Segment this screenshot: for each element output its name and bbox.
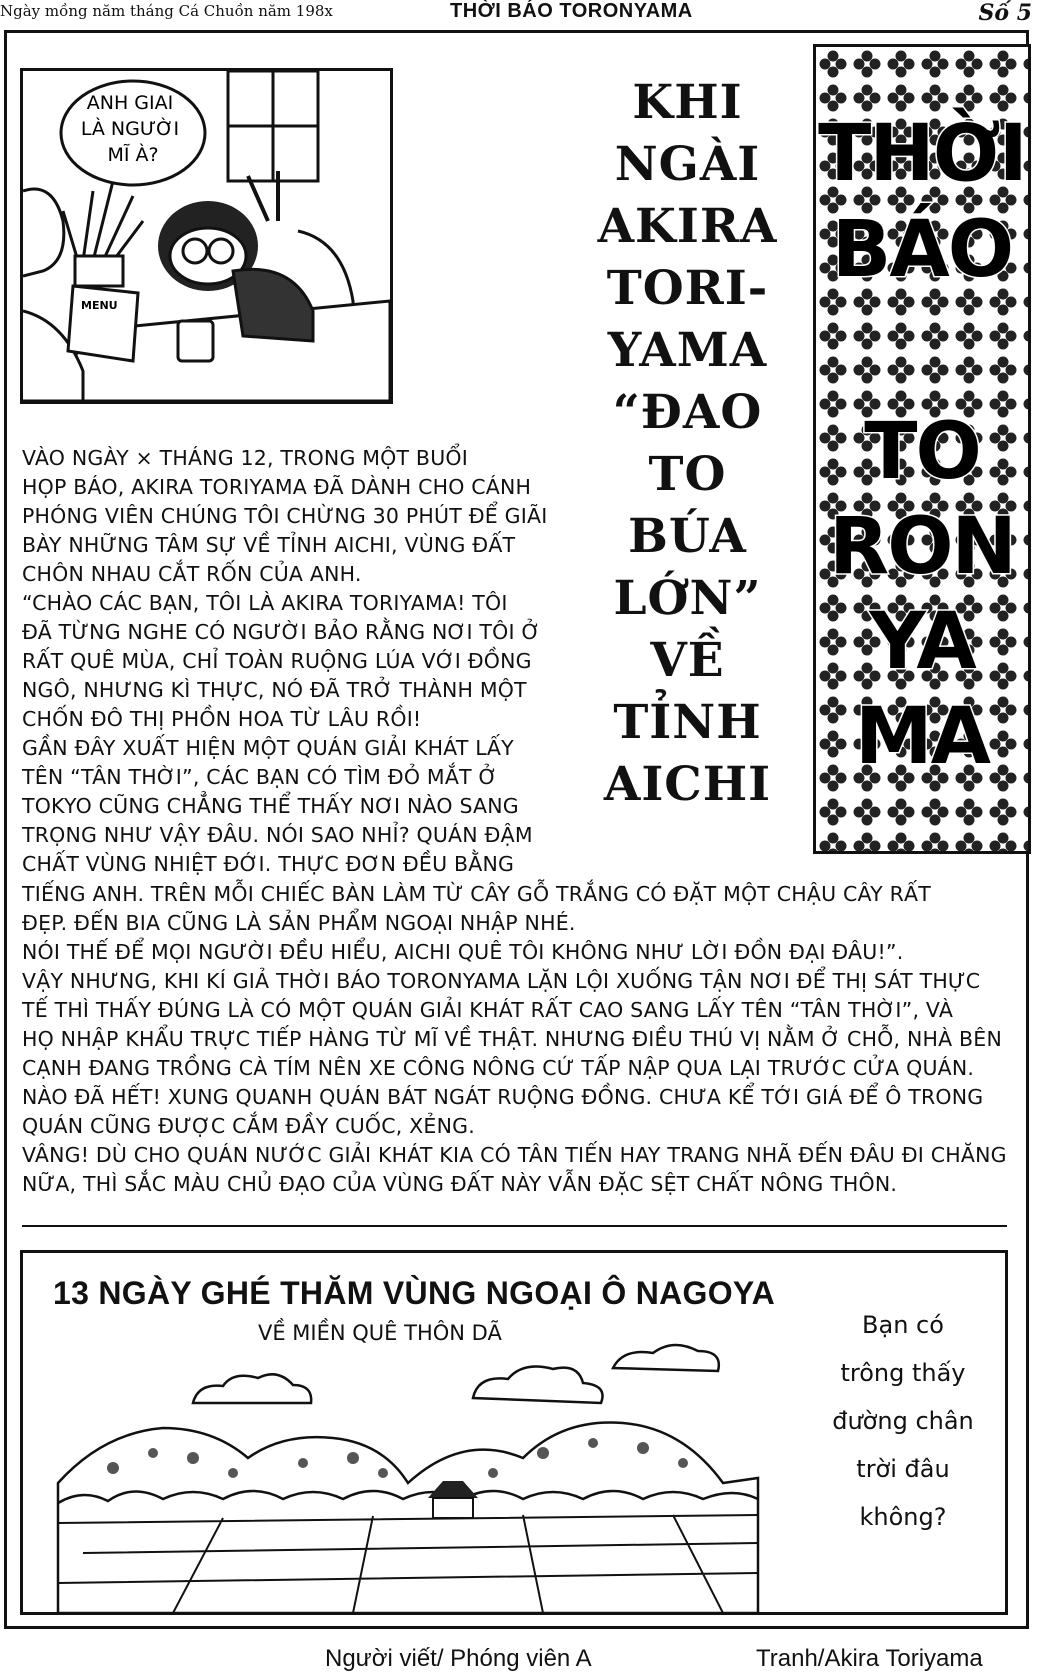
speech-line-3: MĨ À?: [107, 144, 159, 166]
article-line: ĐÃ TỪNG NGHE CÓ NGƯỜI BẢO RẰNG NƠI TÔI Ở: [22, 620, 541, 644]
strip-title: 13 NGÀY GHÉ THĂM VÙNG NGOẠI Ô NAGOYA: [53, 1275, 776, 1311]
article-line: TIẾNG ANH. TRÊN MỖI CHIẾC BÀN LÀM TỪ CÂY GỖ TRẮNG CÓ ĐẶT MỘT CHẬU CÂY RẤT: [22, 882, 931, 906]
masthead-box: [813, 44, 1031, 854]
comic-panel: [20, 68, 393, 404]
article-full-width: [22, 880, 1012, 1199]
article-line: NGÔ, NHƯNG KÌ THỰC, NÓ ĐÃ TRỞ THÀNH MỘT: [22, 678, 527, 702]
headline-line: KHI: [632, 75, 743, 130]
article-line: CẠNH ĐANG TRỒNG CÀ TÍM NÊN XE CÔNG NÔNG CỨ TẤP NẬP QUA LẠI TRƯỚC CỬA QUÁN.: [22, 1056, 975, 1080]
headline-line: BÚA: [628, 509, 747, 564]
article-line: GẦN ĐÂY XUẤT HIỆN MỘT QUÁN GIẢI KHÁT LẤY: [22, 736, 514, 760]
menu-label: MENU: [81, 299, 118, 312]
newspaper-title: THỜI BÁO TORONYAMA: [450, 0, 693, 22]
article-line: HỌ NHẬP KHẨU TRỰC TIẾP HÀNG TỪ MĨ VỀ THẬT. NHƯNG ĐIỀU THÚ VỊ NẰM Ở CHỖ, NHÀ BÊN: [22, 1027, 1002, 1051]
headline: [570, 72, 805, 816]
strip-speech-line: không?: [859, 1503, 947, 1531]
headline-line: LỚN”: [613, 571, 762, 626]
section-divider: [22, 1225, 1007, 1227]
masthead-word: TO: [864, 407, 980, 497]
speech-line-1: ANH GIAI: [86, 92, 174, 114]
headline-line: NGÀI: [614, 137, 761, 192]
masthead-word: BÁO: [831, 205, 1013, 295]
headline-line: “ĐAO: [612, 385, 763, 440]
article-column: [22, 444, 557, 879]
headline-line: VỀ: [650, 633, 725, 688]
headline-line: AKIRA: [597, 199, 778, 254]
article-line: VẬY NHƯNG, KHI KÍ GIẢ THỜI BÁO TORONYAMA LẶN LỘI XUỐNG TẬN NƠI ĐỂ THỊ SÁT THỰC: [22, 969, 981, 993]
article-line: VÀO NGÀY × THÁNG 12, TRONG MỘT BUỔI: [22, 446, 468, 470]
article-line: CHỐN ĐÔ THỊ PHỒN HOA TỪ LÂU RỒI!: [22, 707, 422, 731]
article-line: TOKYO CŨNG CHẲNG THỂ THẤY NƠI NÀO SANG: [22, 794, 519, 818]
article-line: NÀO ĐÃ HẾT! XUNG QUANH QUÁN BÁT NGÁT RUỘNG ĐỒNG. CHƯA KỂ TỚI GIÁ ĐỂ Ô TRONG: [22, 1085, 984, 1109]
masthead-word: YA: [869, 597, 975, 687]
strip-speech-line: trời đâu: [856, 1455, 950, 1483]
headline-line: TO: [648, 447, 727, 502]
article-line: CHẤT VÙNG NHIỆT ĐỚI. THỰC ĐƠN ĐỀU BẰNG: [22, 852, 515, 876]
header-date: Ngày mồng năm tháng Cá Chuồn năm 198x: [0, 2, 333, 20]
article-line: PHÓNG VIÊN CHÚNG TÔI CHỪNG 30 PHÚT ĐỂ GIÃI: [22, 504, 548, 528]
comic-illustration: [23, 71, 390, 401]
article-line: TẾ THÌ THẤY ĐÚNG LÀ CÓ MỘT QUÁN GIẢI KHÁT RẤT CAO SANG LẤY TÊN “TÂN THỜI”, VÀ: [22, 998, 954, 1022]
masthead-word: RON: [829, 502, 1015, 592]
article-line: QUÁN CŨNG ĐƯỢC CẮM ĐẦY CUỐC, XẺNG.: [22, 1114, 475, 1138]
article-line: VÂNG! DÙ CHO QUÁN NƯỚC GIẢI KHÁT KIA CÓ TÂN TIẾN HAY TRANG NHÃ ĐẾN ĐÂU ĐI CHĂNG: [22, 1143, 1007, 1167]
article-line: ĐẸP. ĐẾN BIA CŨNG LÀ SẢN PHẨM NGOẠI NHẬP NHÉ.: [22, 911, 576, 935]
headline-line: TORI-: [606, 261, 769, 316]
article-line: TRỌNG NHƯ VẬY ĐÂU. NÓI SAO NHỈ? QUÁN ĐẬM: [22, 823, 533, 847]
headline-line: YAMA: [607, 323, 768, 378]
headline-line: TỈNH: [613, 695, 762, 750]
article-line: BÀY NHỮNG TÂM SỰ VỀ TỈNH AICHI, VÙNG ĐẤT: [22, 533, 516, 557]
headline-line: AICHI: [603, 757, 772, 812]
speech-line-2: LÀ NGƯỜI: [80, 118, 180, 140]
article-line: HỌP BÁO, AKIRA TORIYAMA ĐÃ DÀNH CHO CÁNH: [22, 475, 532, 499]
article-line: NỮA, THÌ SẮC MÀU CHỦ ĐẠO CỦA VÙNG ĐẤT NÀY VẪN ĐẶC SỆT CHẤT NÔNG THÔN.: [22, 1172, 898, 1196]
strip-subtitle: VỀ MIỀN QUÊ THÔN DÃ: [258, 1321, 502, 1345]
article-line: “CHÀO CÁC BẠN, TÔI LÀ AKIRA TORIYAMA! TÔI: [22, 591, 508, 615]
strip-speech-line: đường chân: [832, 1407, 974, 1435]
article-line: RẤT QUÊ MÙA, CHỈ TOÀN RUỘNG LÚA VỚI ĐỒNG: [22, 649, 532, 673]
article-line: NÓI THẾ ĐỂ MỌI NGƯỜI ĐỀU HIỂU, AICHI QUÊ TÔI KHÔNG NHƯ LỜI ĐỒN ĐẠI ĐÂU!”.: [22, 940, 904, 964]
writer-credit: Người viết/ Phóng viên A: [325, 1645, 592, 1672]
article-line: TÊN “TÂN THỜI”, CÁC BẠN CÓ TÌM ĐỎ MẮT Ở: [22, 765, 498, 789]
issue-number: Số 5: [978, 0, 1032, 26]
strip-speech-line: Bạn có: [862, 1311, 944, 1339]
landscape-illustration: [23, 1253, 1005, 1612]
artist-credit: Tranh/Akira Toriyama: [756, 1645, 983, 1672]
masthead-word: THỜI: [818, 109, 1026, 199]
strip-speech-line: trông thấy: [840, 1359, 966, 1387]
article-line: CHÔN NHAU CẮT RỐN CỦA ANH.: [22, 562, 362, 586]
strip-panel: [20, 1250, 1008, 1615]
masthead-word: MA: [855, 692, 989, 782]
